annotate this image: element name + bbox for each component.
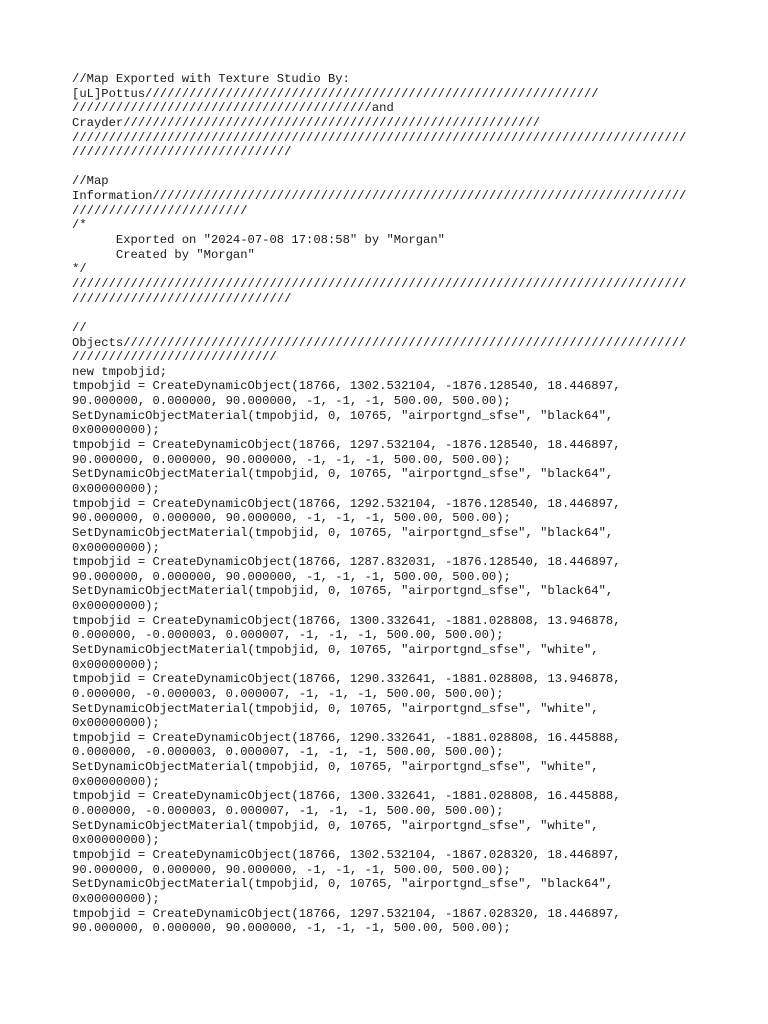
code-line: new tmpobjid; — [72, 364, 168, 379]
code-line: tmpobjid = CreateDynamicObject(18766, 1297.532104, -1867.028320, 18.446897, — [72, 906, 621, 921]
code-line: tmpobjid = CreateDynamicObject(18766, 1302.532104, -1867.028320, 18.446897, — [72, 847, 621, 862]
code-line — [72, 306, 712, 321]
code-line: 90.000000, 0.000000, 90.000000, -1, -1, -1, 500.00, 500.00); — [72, 511, 511, 526]
code-line: 90.000000, 0.000000, 90.000000, -1, -1, -1, 500.00, 500.00); — [72, 394, 511, 409]
code-line: ////////////////////////////// — [72, 145, 292, 160]
code-line: tmpobjid = CreateDynamicObject(18766, 1300.332641, -1881.028808, 13.946878, — [72, 613, 621, 628]
code-line: 0.000000, -0.000003, 0.000007, -1, -1, -1, 500.00, 500.00); — [72, 628, 504, 643]
code-line: 0x00000000); — [72, 716, 160, 731]
code-line: 0x00000000); — [72, 540, 160, 555]
code-line: Exported on "2024-07-08 17:08:58" by "Morgan" — [72, 233, 445, 248]
code-line: Information///////////////////////////////////////////////////////////////////////// — [72, 189, 687, 204]
code-line: /* — [72, 218, 87, 233]
code-line: 90.000000, 0.000000, 90.000000, -1, -1, -1, 500.00, 500.00); — [72, 921, 511, 936]
code-line: */ — [72, 262, 87, 277]
code-line: SetDynamicObjectMaterial(tmpobjid, 0, 10765, "airportgnd_sfse", "black64", — [72, 877, 614, 892]
code-line: Crayder///////////////////////////////////////////////////////// — [72, 115, 541, 130]
code-line: tmpobjid = CreateDynamicObject(18766, 1300.332641, -1881.028808, 16.445888, — [72, 789, 621, 804]
code-line: /////////////////////////////////////////and — [72, 101, 394, 116]
code-line: SetDynamicObjectMaterial(tmpobjid, 0, 10765, "airportgnd_sfse", "white", — [72, 760, 599, 775]
code-line: //////////////////////// — [72, 203, 248, 218]
code-line: 90.000000, 0.000000, 90.000000, -1, -1, -1, 500.00, 500.00); — [72, 862, 511, 877]
code-line: SetDynamicObjectMaterial(tmpobjid, 0, 10765, "airportgnd_sfse", "white", — [72, 642, 599, 657]
code-line: Objects///////////////////////////////////////////////////////////////////////////// — [72, 335, 687, 350]
code-line: tmpobjid = CreateDynamicObject(18766, 1302.532104, -1876.128540, 18.446897, — [72, 379, 621, 394]
code-line: 0x00000000); — [72, 481, 160, 496]
code-line: 0.000000, -0.000003, 0.000007, -1, -1, -1, 500.00, 500.00); — [72, 686, 504, 701]
code-line: SetDynamicObjectMaterial(tmpobjid, 0, 10765, "airportgnd_sfse", "black64", — [72, 525, 614, 540]
code-line: 0x00000000); — [72, 774, 160, 789]
code-line: // — [72, 320, 87, 335]
code-line: //////////////////////////////////////////////////////////////////////////////////// — [72, 276, 687, 291]
code-line: ////////////////////////////// — [72, 291, 292, 306]
code-line: SetDynamicObjectMaterial(tmpobjid, 0, 10765, "airportgnd_sfse", "black64", — [72, 467, 614, 482]
code-document — [72, 72, 712, 936]
code-line: 90.000000, 0.000000, 90.000000, -1, -1, -1, 500.00, 500.00); — [72, 452, 511, 467]
code-line: 0x00000000); — [72, 423, 160, 438]
code-line: tmpobjid = CreateDynamicObject(18766, 1297.532104, -1876.128540, 18.446897, — [72, 438, 621, 453]
code-line: SetDynamicObjectMaterial(tmpobjid, 0, 10765, "airportgnd_sfse", "white", — [72, 818, 599, 833]
code-line: //////////////////////////////////////////////////////////////////////////////////// — [72, 130, 687, 145]
code-line: [uL]Pottus////////////////////////////////////////////////////////////// — [72, 86, 599, 101]
code-line: tmpobjid = CreateDynamicObject(18766, 1290.332641, -1881.028808, 16.445888, — [72, 730, 621, 745]
code-line: tmpobjid = CreateDynamicObject(18766, 1287.832031, -1876.128540, 18.446897, — [72, 555, 621, 570]
code-line: tmpobjid = CreateDynamicObject(18766, 1290.332641, -1881.028808, 13.946878, — [72, 672, 621, 687]
code-line: tmpobjid = CreateDynamicObject(18766, 1292.532104, -1876.128540, 18.446897, — [72, 496, 621, 511]
code-line: 0x00000000); — [72, 891, 160, 906]
code-line: 0.000000, -0.000003, 0.000007, -1, -1, -1, 500.00, 500.00); — [72, 804, 504, 819]
code-line: SetDynamicObjectMaterial(tmpobjid, 0, 10765, "airportgnd_sfse", "white", — [72, 701, 599, 716]
code-line — [72, 160, 712, 175]
code-line: 0x00000000); — [72, 599, 160, 614]
code-line: 0.000000, -0.000003, 0.000007, -1, -1, -1, 500.00, 500.00); — [72, 745, 504, 760]
code-line: 0x00000000); — [72, 657, 160, 672]
code-line: //////////////////////////// — [72, 350, 277, 365]
code-line: 0x00000000); — [72, 833, 160, 848]
code-line: //Map Exported with Texture Studio By: — [72, 72, 350, 86]
code-line: Created by "Morgan" — [72, 247, 255, 262]
code-line: SetDynamicObjectMaterial(tmpobjid, 0, 10765, "airportgnd_sfse", "black64", — [72, 408, 614, 423]
code-line: //Map — [72, 174, 109, 189]
code-line: 90.000000, 0.000000, 90.000000, -1, -1, -1, 500.00, 500.00); — [72, 569, 511, 584]
code-line: SetDynamicObjectMaterial(tmpobjid, 0, 10765, "airportgnd_sfse", "black64", — [72, 584, 614, 599]
